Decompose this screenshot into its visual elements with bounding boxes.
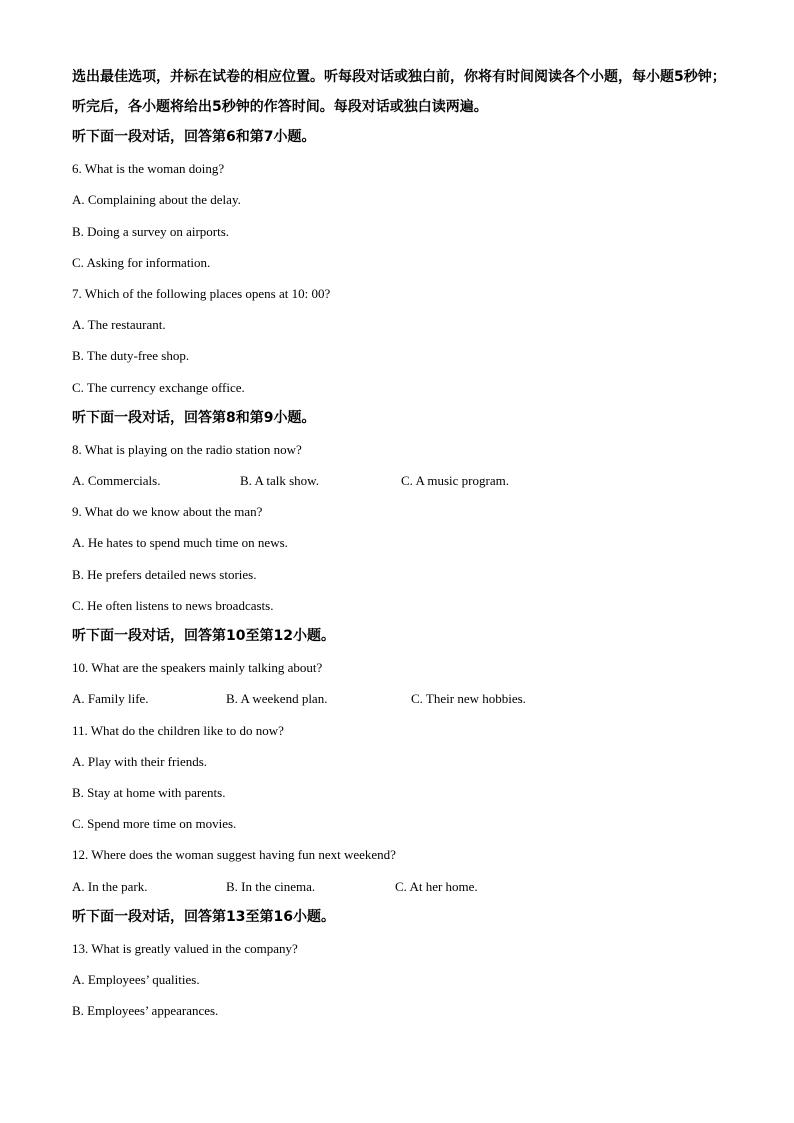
option-13a: A. Employees’ qualities. [72,972,200,988]
option-6c: C. Asking for information. [72,254,211,270]
option-7b: B. The duty-free shop. [72,348,190,364]
option-9a: A. He hates to spend much time on news. [72,535,288,551]
option-10a: A. Family life. [72,691,149,707]
option-12c: C. At her home. [395,878,478,894]
option-12a: A. In the park. [72,878,148,894]
document-page [72,62,732,1026]
question-13: 13. What is greatly valued in the company? [72,940,298,956]
option-6b: B. Doing a survey on airports. [72,223,230,239]
question-12: 12. Where does the woman suggest having fun next weekend? [72,847,396,863]
option-12b: B. In the cinema. [226,878,316,894]
section-heading-6-7: 听下面一段对话，回答第6和第7小题。 [72,129,316,145]
option-9b: B. He prefers detailed news stories. [72,566,257,582]
question-9: 9. What do we know about the man? [72,504,263,520]
option-7a: A. The restaurant. [72,317,166,333]
question-11: 11. What do the children like to do now? [72,722,284,738]
options-10 [72,683,732,714]
option-11a: A. Play with their friends. [72,753,208,769]
option-11b: B. Stay at home with parents. [72,784,226,800]
option-10b: B. A weekend plan. [226,691,328,707]
option-8c: C. A music program. [401,473,509,489]
question-8: 8. What is playing on the radio station now? [72,441,302,457]
instructions-paragraph: 选出最佳选项，并标在试卷的相应位置。听每段对话或独白前，你将有时间阅读各个小题，每小题5秒钟；听完后，各小题将给出5秒钟的作答时间。每段对话或独白读两遍。 [72,69,726,115]
option-9c: C. He often listens to news broadcasts. [72,597,274,613]
option-10c: C. Their new hobbies. [411,691,526,707]
option-8a: A. Commercials. [72,473,161,489]
section-heading-8-9: 听下面一段对话，回答第8和第9小题。 [72,409,316,426]
question-6: 6. What is the woman doing? [72,161,225,177]
section-heading-13-16: 听下面一段对话，回答第13至第16小题。 [72,908,335,925]
options-12 [72,871,732,902]
question-7: 7. Which of the following places opens at 10: 00? [72,285,331,301]
option-6a: A. Complaining about the delay. [72,192,241,208]
option-8b: B. A talk show. [240,473,319,489]
option-7c: C. The currency exchange office. [72,379,245,395]
options-8 [72,465,732,496]
section-heading-10-12: 听下面一段对话，回答第10至第12小题。 [72,628,335,644]
option-11c: C. Spend more time on movies. [72,816,237,832]
question-10: 10. What are the speakers mainly talking about? [72,660,323,676]
option-13b: B. Employees’ appearances. [72,1003,219,1019]
